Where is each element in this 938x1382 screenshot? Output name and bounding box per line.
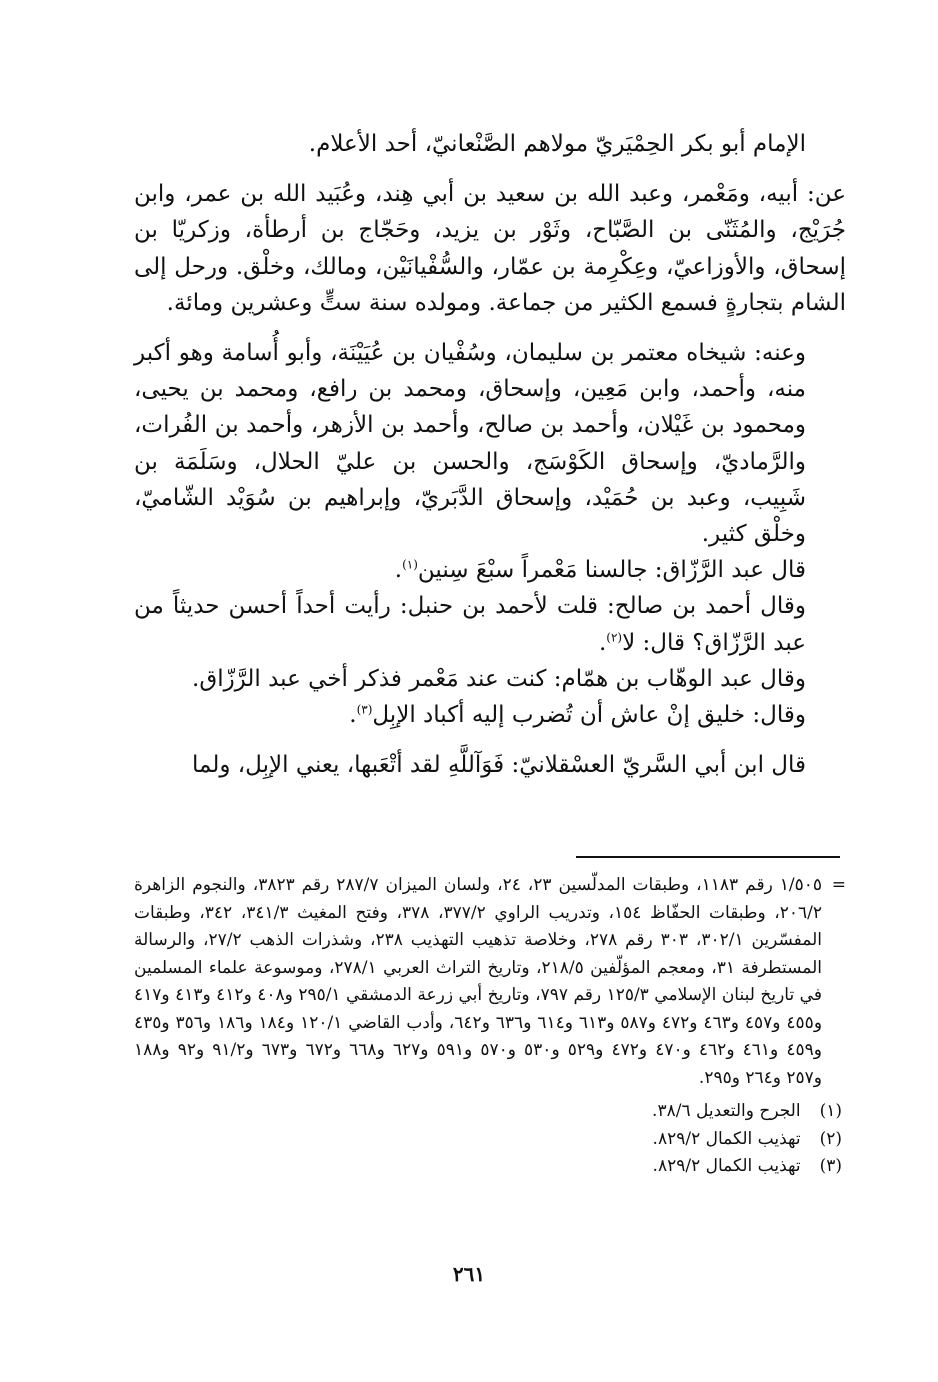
footnote-2-text: تهذيب الكمال ٨٢٩/٢. <box>652 1128 801 1149</box>
page-number: ٢٦١ <box>452 1262 486 1286</box>
footnote-ref-3: (٣) <box>356 702 373 717</box>
footnote-2-number: (٢) <box>819 1128 842 1149</box>
footnote-1-text: الجرح والتعديل ٣٨/٦. <box>652 1101 801 1121</box>
quote-ibn-abi-sari: قال ابن أبي السَّريّ العسْقلانيّ: فَوَآللَّهِ لقد أتْعَبها، يعني الإبِل، ولما <box>192 752 806 779</box>
footnote-separator <box>576 856 840 858</box>
continuation-mark: = <box>831 875 846 895</box>
quote-abdulwahhab: وقال عبد الوهّاب بن همّام: كنت عند مَعْمر فذكر أخي عبد الرَّزّاق. <box>192 665 806 692</box>
main-text <box>134 126 846 783</box>
teachers-paragraph: عن: أبيه، ومَعْمر، وعبد الله بن سعيد بن أبي هِند، وعُبَيد الله بن عمر، وابن جُرَيْج، والمُثَنّى بن الصَّبّاح، وثَوْر بن يزيد، وحَجّاج بن أرطأة، وزكريّا بن إسحاق، والأوزاعيّ، وعِكْرِمة بن عمّار، والسُّفْيانَيْن، ومالك، وخلْق. ورحل إلى الشام بتجارةٍ فسمع الكثير من جماعة. ومولده سنة ستٍّ وعشرين ومائة. <box>134 181 846 316</box>
footnotes <box>134 872 846 1181</box>
footnote-1 <box>134 1098 846 1126</box>
students-paragraph: وعنه: شيخاه معتمر بن سليمان، وسُفْيان بن عُيَيْنَة، وأبو أُسامة وهو أكبر منه، وأحمد، وابن مَعِين، وإسحاق، ومحمد بن رافع، ومحمد بن يحيى، ومحمود بن غَيْلان، وأحمد بن صالح، وأحمد بن الأزهر، وأحمد بن الفُرات، والرَّماديّ، وإسحاق الكَوْسَج، والحسن بن عليّ الحلال، وسَلَمَة بن شَبِيب، وعبد بن حُمَيْد، وإسحاق الدَّبَريّ، وإبراهيم بن سُوَيْد الشّاميّ، وخلْق كثير. <box>134 340 806 548</box>
footnote-2 <box>134 1126 846 1154</box>
quote-abdurrazzaq-text: قال عبد الرَّزّاق: جالسنا مَعْمراً سبْعَ سِنين <box>417 557 806 584</box>
quote-ahmad-salih-text: وقال أحمد بن صالح: قلت لأحمد بن حنبل: رأيت أحداً أحسن حديثاً من عبد الرَّزّاق؟ قال: لا <box>134 593 806 656</box>
continuation-text: ١/٥٠٥ رقم ١١٨٣، وطبقات المدلّسين ٢٣، ٢٤، ولسان الميزان ٢٨٧/٧ رقم ٣٨٢٣، والنجوم الزاهرة ٢٠٦/٢، وطبقات الحفّاظ ١٥٤، وتدريب الراوي ٣٧٧/٢، ٣٧٨، وفتح المغيث ٣٤١/٣، ٣٤٢، وطبقات المفسّرين ٣٠٢/١، ٣٠٣ رقم ٢٧٨، وخلاصة تذهيب التهذيب ٢٣٨، وشذرات الذهب ٢٧/٢، والرسالة المستطرفة ٣١، ومعجم المؤلّفين ٢١٨/٥، وتاريخ التراث العربي ٢٧٨/١، وموسوعة علماء المسلمين في تاريخ لبنان الإسلامي ١٢٥/٣ رقم ٧٩٧، وتاريخ أبي زرعة الدمشقي ٢٩٥/١ و٤٠٨ و٤١٢ و٤١٣ و٤١٧ و٤٥٥ و٤٥٧ و٤٦٣ و٤٧٢ و٥٨٧ و٦١٣ و٦١٤ و٦٣٦ و٦٤٢، وأدب القاضي ١٢٠/١ و١٨٤ و١٨٦ و٣٥٦ و٤٣٥ و٤٥٩ و٤٦١ و٤٦٢ و٤٧٠ و٤٧٢ و٥٢٩ و٥٣٠ و٥٧٠ و٥٩١ و٦٢٧ و٦٦٨ و٦٧٢ و٦٧٣ و٩١/٢ و٩٢ و١٨٨ و٢٥٧ و٢٦٤ و٢٩٥. <box>134 875 823 1088</box>
quote-khaliq: وقال: خليق إنْ عاش أن تُضرب إليه أكباد الإبِل$^{(٣)}$. <box>349 702 806 729</box>
footnote-continuation <box>134 872 846 1092</box>
footnote-1-number: (١) <box>819 1101 842 1121</box>
footnote-3-text: تهذيب الكمال ٨٢٩/٢. <box>652 1156 801 1176</box>
footnote-3 <box>134 1153 846 1181</box>
footnote-3-number: (٣) <box>819 1156 842 1176</box>
footnote-ref-1: (١) <box>402 557 418 572</box>
quote-ahmad-salih: وقال أحمد بن صالح: قلت لأحمد بن حنبل: رأيت أحداً أحسن حديثاً من عبد الرَّزّاق؟ قال: لا$^{(٢)}$. <box>134 593 806 656</box>
footnote-ref-2: (٢) <box>606 629 623 644</box>
quote-khaliq-text: وقال: خليق إنْ عاش أن تُضرب إليه أكباد الإبِل <box>372 702 806 729</box>
intro-line: الإمام أبو بكر الحِمْيَريّ مولاهم الصَّنْعانيّ، أحد الأعلام. <box>308 131 806 157</box>
quote-abdurrazzaq: قال عبد الرَّزّاق: جالسنا مَعْمراً سبْعَ سِنين$^{(١)}$. <box>394 557 806 584</box>
